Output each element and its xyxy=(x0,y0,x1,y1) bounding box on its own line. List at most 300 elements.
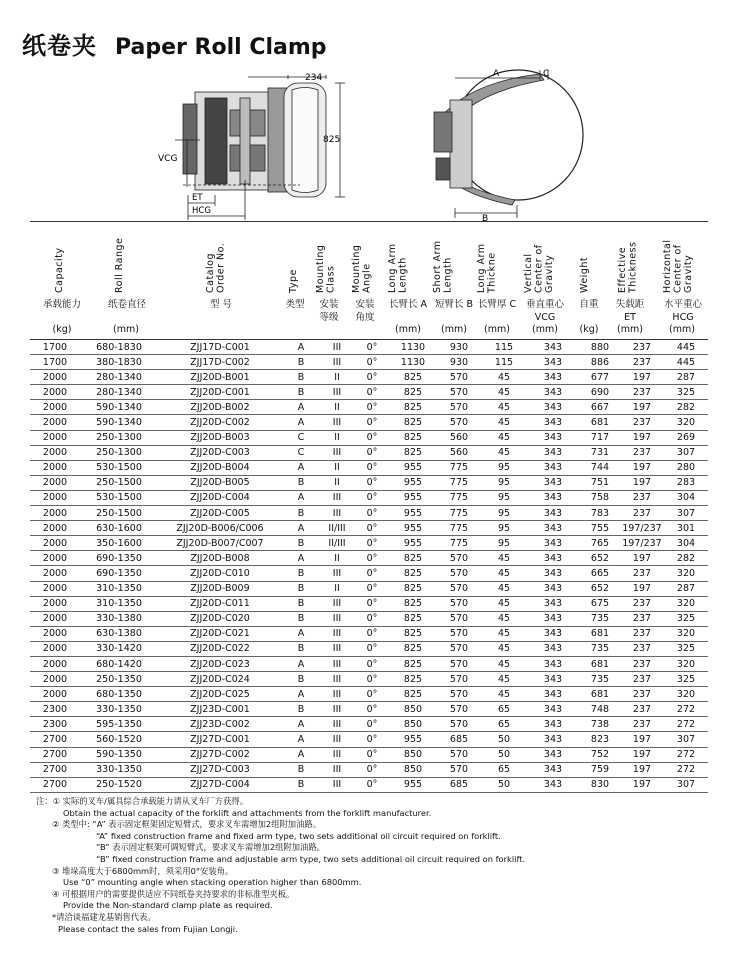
cell-long-arm-length: 825 xyxy=(390,672,436,687)
cell-type: A xyxy=(282,551,320,566)
cell-catalog-no: ZJJ20D-B008 xyxy=(158,551,282,566)
cell-roll-range: 250-1350 xyxy=(80,672,158,687)
cell-long-arm-thickness: 95 xyxy=(482,536,526,551)
cell-hcg: 307 xyxy=(664,506,708,521)
cell-catalog-no: ZJJ20D-C022 xyxy=(158,641,282,656)
cell-type: A xyxy=(282,747,320,762)
cell-mounting-class: II xyxy=(320,400,354,415)
note-line: “B” 表示固定框架可调短臂式，要求叉车需增加2组附加油路。 xyxy=(96,842,325,853)
cell-effective-thickness: 197 xyxy=(620,777,664,792)
cn-header-long-arm-thickness: 长臂厚 C xyxy=(477,299,517,310)
table-row xyxy=(30,415,708,430)
cell-long-arm-length: 955 xyxy=(390,732,436,747)
cell-weight: 665 xyxy=(580,566,620,581)
cell-hcg: 325 xyxy=(664,611,708,626)
dim-b-label: B xyxy=(482,214,489,224)
cell-long-arm-length: 825 xyxy=(390,370,436,385)
cell-long-arm-length: 825 xyxy=(390,656,436,671)
et-label: ET xyxy=(192,193,203,203)
cell-short-arm-length: 930 xyxy=(436,340,482,355)
cell-type: B xyxy=(282,506,320,521)
cell-long-arm-length: 955 xyxy=(390,460,436,475)
cell-mounting-class: II xyxy=(320,581,354,596)
cell-capacity: 2300 xyxy=(30,717,80,732)
cell-roll-range: 690-1350 xyxy=(80,551,158,566)
cell-long-arm-length: 825 xyxy=(390,385,436,400)
cell-mounting-angle: 0° xyxy=(354,536,390,551)
cell-hcg: 287 xyxy=(664,370,708,385)
table-row xyxy=(30,747,708,762)
cell-catalog-no: ZJJ27D-C001 xyxy=(158,732,282,747)
cell-vcg: 343 xyxy=(526,355,580,370)
cell-vcg: 343 xyxy=(526,626,580,641)
cell-short-arm-length: 570 xyxy=(436,596,482,611)
note-line: “B” fixed construction frame and adjustable arm type, two sets additional oil circuit required on forklift. xyxy=(96,853,526,864)
cell-effective-thickness: 197 xyxy=(620,732,664,747)
cell-mounting-class: III xyxy=(320,702,354,717)
cell-long-arm-length: 825 xyxy=(390,551,436,566)
note-line: Obtain the actual capacity of the forklift and attachments from the forklift manufacturer. xyxy=(63,807,432,818)
cell-vcg: 343 xyxy=(526,717,580,732)
cell-type: B xyxy=(282,672,320,687)
cell-catalog-no: ZJJ20D-C020 xyxy=(158,611,282,626)
cell-weight: 681 xyxy=(580,687,620,702)
cell-mounting-class: III xyxy=(320,596,354,611)
title-chinese: 纸卷夹 xyxy=(22,32,97,60)
cell-short-arm-length: 775 xyxy=(436,536,482,551)
cell-effective-thickness: 197 xyxy=(620,747,664,762)
cell-mounting-class: II xyxy=(320,430,354,445)
unit-weight: (kg) xyxy=(579,324,599,335)
cell-roll-range: 595-1350 xyxy=(80,717,158,732)
cell-capacity: 2700 xyxy=(30,762,80,777)
cell-effective-thickness: 197 xyxy=(620,581,664,596)
cell-roll-range: 590-1350 xyxy=(80,747,158,762)
table-row xyxy=(30,536,708,551)
cell-mounting-angle: 0° xyxy=(354,581,390,596)
cell-capacity: 2000 xyxy=(30,400,80,415)
cell-effective-thickness: 197 xyxy=(620,430,664,445)
cn-header-hcg: 水平重心 HCG xyxy=(663,299,702,323)
table-row xyxy=(30,596,708,611)
cell-mounting-angle: 0° xyxy=(354,777,390,792)
cell-mounting-class: II/III xyxy=(320,536,354,551)
cell-long-arm-thickness: 95 xyxy=(482,460,526,475)
cell-mounting-angle: 0° xyxy=(354,551,390,566)
cell-vcg: 343 xyxy=(526,536,580,551)
cell-effective-thickness: 237 xyxy=(620,641,664,656)
unit-capacity: (kg) xyxy=(52,324,72,335)
cell-vcg: 343 xyxy=(526,581,580,596)
cell-long-arm-thickness: 45 xyxy=(482,400,526,415)
cell-long-arm-length: 825 xyxy=(390,687,436,702)
cell-effective-thickness: 237 xyxy=(620,490,664,505)
cn-header-mounting-class: 安装 等级 xyxy=(319,299,339,323)
cell-mounting-class: III xyxy=(320,762,354,777)
cell-mounting-angle: 0° xyxy=(354,566,390,581)
cell-effective-thickness: 197 xyxy=(620,551,664,566)
cell-effective-thickness: 237 xyxy=(620,506,664,521)
cell-long-arm-length: 850 xyxy=(390,747,436,762)
cell-mounting-angle: 0° xyxy=(354,370,390,385)
cell-mounting-angle: 0° xyxy=(354,732,390,747)
cell-catalog-no: ZJJ27D-C003 xyxy=(158,762,282,777)
cell-capacity: 2000 xyxy=(30,672,80,687)
cell-catalog-no: ZJJ20D-B006/C006 xyxy=(158,521,282,536)
cell-long-arm-thickness: 95 xyxy=(482,475,526,490)
col-header-mounting-class: Mounting Class xyxy=(315,244,337,293)
cell-mounting-angle: 0° xyxy=(354,672,390,687)
note-line: 注：① 实际的叉车/属具综合承载能力请从叉车厂方获得。 xyxy=(36,796,248,806)
cell-long-arm-thickness: 95 xyxy=(482,521,526,536)
cell-long-arm-length: 825 xyxy=(390,445,436,460)
cell-mounting-class: III xyxy=(320,672,354,687)
cell-mounting-class: III xyxy=(320,611,354,626)
cell-catalog-no: ZJJ20D-C004 xyxy=(158,490,282,505)
cell-long-arm-thickness: 45 xyxy=(482,415,526,430)
cell-vcg: 343 xyxy=(526,430,580,445)
cell-mounting-class: III xyxy=(320,506,354,521)
cell-capacity: 2000 xyxy=(30,641,80,656)
cell-hcg: 287 xyxy=(664,581,708,596)
cell-catalog-no: ZJJ27D-C004 xyxy=(158,777,282,792)
cell-short-arm-length: 570 xyxy=(436,672,482,687)
cell-hcg: 325 xyxy=(664,672,708,687)
col-header-effective-thickness: Effective Thickness xyxy=(617,241,639,293)
cn-header-short-arm-length: 短臂长 B xyxy=(434,299,474,310)
table-row xyxy=(30,355,708,370)
cell-catalog-no: ZJJ20D-C025 xyxy=(158,687,282,702)
cell-short-arm-length: 775 xyxy=(436,506,482,521)
cell-roll-range: 250-1300 xyxy=(80,430,158,445)
cell-vcg: 343 xyxy=(526,460,580,475)
cell-catalog-no: ZJJ20D-C023 xyxy=(158,656,282,671)
cell-mounting-angle: 0° xyxy=(354,687,390,702)
cell-vcg: 343 xyxy=(526,475,580,490)
cell-short-arm-length: 570 xyxy=(436,415,482,430)
cell-mounting-class: III xyxy=(320,340,354,355)
cell-hcg: 282 xyxy=(664,400,708,415)
col-header-capacity: Capacity xyxy=(54,247,65,293)
cell-catalog-no: ZJJ20D-C003 xyxy=(158,445,282,460)
cell-long-arm-thickness: 50 xyxy=(482,747,526,762)
title-english: Paper Roll Clamp xyxy=(115,35,327,60)
cell-weight: 748 xyxy=(580,702,620,717)
cell-short-arm-length: 570 xyxy=(436,656,482,671)
cell-long-arm-length: 825 xyxy=(390,641,436,656)
cell-type: A xyxy=(282,717,320,732)
unit-hcg: (mm) xyxy=(669,324,695,335)
table-row xyxy=(30,430,708,445)
cell-roll-range: 680-1420 xyxy=(80,656,158,671)
cell-long-arm-length: 825 xyxy=(390,611,436,626)
cell-hcg: 445 xyxy=(664,355,708,370)
cell-capacity: 1700 xyxy=(30,355,80,370)
cell-vcg: 343 xyxy=(526,385,580,400)
cell-short-arm-length: 570 xyxy=(436,641,482,656)
cell-weight: 759 xyxy=(580,762,620,777)
cell-weight: 752 xyxy=(580,747,620,762)
cell-mounting-angle: 0° xyxy=(354,400,390,415)
table-row xyxy=(30,641,708,656)
cell-capacity: 2000 xyxy=(30,551,80,566)
cell-mounting-angle: 0° xyxy=(354,641,390,656)
cell-long-arm-thickness: 45 xyxy=(482,566,526,581)
cell-hcg: 320 xyxy=(664,656,708,671)
cell-weight: 758 xyxy=(580,490,620,505)
cell-vcg: 343 xyxy=(526,490,580,505)
cell-roll-range: 280-1340 xyxy=(80,385,158,400)
cell-effective-thickness: 237 xyxy=(620,611,664,626)
cell-type: A xyxy=(282,490,320,505)
cell-weight: 675 xyxy=(580,596,620,611)
cell-hcg: 272 xyxy=(664,702,708,717)
cn-header-weight: 自重 xyxy=(579,299,599,310)
page-title xyxy=(22,26,327,61)
cell-type: A xyxy=(282,400,320,415)
cell-short-arm-length: 570 xyxy=(436,566,482,581)
cell-long-arm-length: 825 xyxy=(390,400,436,415)
cell-roll-range: 330-1380 xyxy=(80,611,158,626)
cell-long-arm-thickness: 95 xyxy=(482,506,526,521)
cell-catalog-no: ZJJ20D-B009 xyxy=(158,581,282,596)
cell-mounting-angle: 0° xyxy=(354,415,390,430)
col-header-vcg: Vertical Center of Gravity xyxy=(523,244,555,293)
cell-capacity: 2700 xyxy=(30,747,80,762)
cell-hcg: 307 xyxy=(664,445,708,460)
col-header-roll-range: Roll Range xyxy=(114,237,125,293)
cell-mounting-class: III xyxy=(320,641,354,656)
cell-long-arm-thickness: 65 xyxy=(482,717,526,732)
cell-long-arm-length: 955 xyxy=(390,777,436,792)
cell-long-arm-length: 955 xyxy=(390,536,436,551)
unit-effective-thickness: (mm) xyxy=(617,324,643,335)
cell-weight: 717 xyxy=(580,430,620,445)
cell-hcg: 320 xyxy=(664,687,708,702)
table-row xyxy=(30,445,708,460)
cell-capacity: 2000 xyxy=(30,521,80,536)
cell-hcg: 304 xyxy=(664,536,708,551)
cell-long-arm-thickness: 45 xyxy=(482,370,526,385)
cell-catalog-no: ZJJ17D-C002 xyxy=(158,355,282,370)
cell-short-arm-length: 775 xyxy=(436,490,482,505)
cell-capacity: 2000 xyxy=(30,460,80,475)
cell-long-arm-length: 825 xyxy=(390,581,436,596)
cell-vcg: 343 xyxy=(526,747,580,762)
cell-roll-range: 380-1830 xyxy=(80,355,158,370)
cell-capacity: 2000 xyxy=(30,656,80,671)
cell-catalog-no: ZJJ20D-C021 xyxy=(158,626,282,641)
cell-type: B xyxy=(282,596,320,611)
table-row xyxy=(30,385,708,400)
cell-roll-range: 310-1350 xyxy=(80,596,158,611)
cell-long-arm-length: 825 xyxy=(390,596,436,611)
cell-long-arm-length: 955 xyxy=(390,521,436,536)
cell-long-arm-thickness: 95 xyxy=(482,490,526,505)
table-row xyxy=(30,521,708,536)
cell-type: B xyxy=(282,355,320,370)
cell-catalog-no: ZJJ20D-C002 xyxy=(158,415,282,430)
col-header-mounting-angle: Mounting Angle xyxy=(351,244,373,293)
cell-capacity: 2000 xyxy=(30,475,80,490)
cell-roll-range: 330-1350 xyxy=(80,702,158,717)
unit-long-arm-thickness: (mm) xyxy=(484,324,510,335)
cell-short-arm-length: 570 xyxy=(436,762,482,777)
table-row xyxy=(30,717,708,732)
cell-hcg: 320 xyxy=(664,415,708,430)
cell-type: A xyxy=(282,687,320,702)
cell-roll-range: 530-1500 xyxy=(80,460,158,475)
cell-short-arm-length: 570 xyxy=(436,687,482,702)
cell-vcg: 343 xyxy=(526,762,580,777)
cell-long-arm-length: 955 xyxy=(390,490,436,505)
header-top-rule xyxy=(30,221,708,222)
cell-roll-range: 310-1350 xyxy=(80,581,158,596)
vcg-label: VCG xyxy=(158,154,178,164)
cell-effective-thickness: 197 xyxy=(620,460,664,475)
dim-a-label: A xyxy=(493,69,500,79)
cell-mounting-angle: 0° xyxy=(354,611,390,626)
cell-catalog-no: ZJJ20D-C011 xyxy=(158,596,282,611)
table-row xyxy=(30,581,708,596)
cell-type: B xyxy=(282,370,320,385)
cell-vcg: 343 xyxy=(526,656,580,671)
cell-long-arm-length: 850 xyxy=(390,702,436,717)
cell-mounting-angle: 0° xyxy=(354,355,390,370)
cell-long-arm-thickness: 65 xyxy=(482,762,526,777)
cell-type: C xyxy=(282,445,320,460)
cell-long-arm-length: 850 xyxy=(390,717,436,732)
table-row xyxy=(30,400,708,415)
cell-vcg: 343 xyxy=(526,400,580,415)
cell-hcg: 325 xyxy=(664,641,708,656)
cell-mounting-angle: 0° xyxy=(354,460,390,475)
cell-vcg: 343 xyxy=(526,596,580,611)
table-row xyxy=(30,490,708,505)
cell-effective-thickness: 237 xyxy=(620,687,664,702)
cell-roll-range: 330-1420 xyxy=(80,641,158,656)
col-header-long-arm-length: Long Arm Length xyxy=(387,243,409,293)
col-header-long-arm-thickness: Long Arm Thickne xyxy=(476,243,498,293)
cn-header-roll-range: 纸卷直径 xyxy=(107,299,146,310)
cell-type: A xyxy=(282,732,320,747)
cn-header-mounting-angle: 安装 角度 xyxy=(355,299,375,323)
cell-long-arm-thickness: 45 xyxy=(482,626,526,641)
cell-short-arm-length: 930 xyxy=(436,355,482,370)
cell-mounting-class: II xyxy=(320,475,354,490)
cell-roll-range: 250-1500 xyxy=(80,475,158,490)
cell-type: A xyxy=(282,340,320,355)
cell-type: A xyxy=(282,521,320,536)
cell-effective-thickness: 237 xyxy=(620,566,664,581)
table-row xyxy=(30,672,708,687)
cell-hcg: 283 xyxy=(664,475,708,490)
cell-short-arm-length: 570 xyxy=(436,400,482,415)
cell-mounting-class: III xyxy=(320,732,354,747)
cell-hcg: 325 xyxy=(664,385,708,400)
cell-mounting-class: III xyxy=(320,656,354,671)
cell-long-arm-length: 955 xyxy=(390,506,436,521)
cell-mounting-class: II xyxy=(320,551,354,566)
cell-mounting-class: III xyxy=(320,355,354,370)
cell-type: B xyxy=(282,762,320,777)
cell-effective-thickness: 237 xyxy=(620,596,664,611)
cell-hcg: 272 xyxy=(664,747,708,762)
cell-vcg: 343 xyxy=(526,521,580,536)
cell-short-arm-length: 570 xyxy=(436,385,482,400)
cell-capacity: 2000 xyxy=(30,506,80,521)
cell-weight: 738 xyxy=(580,717,620,732)
cell-mounting-class: III xyxy=(320,717,354,732)
dim-width-label: 234 xyxy=(305,73,323,83)
cell-vcg: 343 xyxy=(526,732,580,747)
cell-long-arm-thickness: 50 xyxy=(482,777,526,792)
cell-effective-thickness: 237 xyxy=(620,415,664,430)
cell-catalog-no: ZJJ20D-C024 xyxy=(158,672,282,687)
cell-vcg: 343 xyxy=(526,506,580,521)
cell-weight: 765 xyxy=(580,536,620,551)
cell-weight: 652 xyxy=(580,551,620,566)
cell-short-arm-length: 570 xyxy=(436,626,482,641)
cell-weight: 731 xyxy=(580,445,620,460)
cell-mounting-angle: 0° xyxy=(354,626,390,641)
cell-roll-range: 250-1500 xyxy=(80,506,158,521)
cell-mounting-angle: 0° xyxy=(354,747,390,762)
cell-long-arm-length: 850 xyxy=(390,762,436,777)
cell-catalog-no: ZJJ17D-C001 xyxy=(158,340,282,355)
cell-vcg: 343 xyxy=(526,611,580,626)
cell-short-arm-length: 570 xyxy=(436,611,482,626)
cell-catalog-no: ZJJ23D-C001 xyxy=(158,702,282,717)
cell-short-arm-length: 570 xyxy=(436,717,482,732)
col-header-short-arm-length: Short Arm Length xyxy=(432,240,454,293)
cell-hcg: 304 xyxy=(664,490,708,505)
cell-type: B xyxy=(282,566,320,581)
cell-catalog-no: ZJJ20D-B002 xyxy=(158,400,282,415)
cell-long-arm-thickness: 45 xyxy=(482,687,526,702)
table-row xyxy=(30,732,708,747)
cell-catalog-no: ZJJ20D-C005 xyxy=(158,506,282,521)
note-line: *请洽谈福建龙基销售代表。 xyxy=(52,911,156,922)
table-row xyxy=(30,762,708,777)
cell-capacity: 2000 xyxy=(30,581,80,596)
cell-weight: 830 xyxy=(580,777,620,792)
hcg-label: HCG xyxy=(192,206,211,216)
note-line: Provide the Non-standard clamp plate as required. xyxy=(63,900,273,911)
spec-table xyxy=(30,339,708,793)
cell-long-arm-thickness: 45 xyxy=(482,385,526,400)
cell-short-arm-length: 685 xyxy=(436,732,482,747)
cell-mounting-angle: 0° xyxy=(354,430,390,445)
cell-mounting-class: II xyxy=(320,370,354,385)
cell-mounting-class: III xyxy=(320,566,354,581)
cell-catalog-no: ZJJ27D-C002 xyxy=(158,747,282,762)
cell-hcg: 320 xyxy=(664,626,708,641)
note-line: ② 类型中: “A” 表示固定框架固定短臂式，要求叉车需增加2组附加油路。 xyxy=(52,819,321,830)
cell-type: A xyxy=(282,656,320,671)
cell-long-arm-length: 825 xyxy=(390,566,436,581)
table-row xyxy=(30,777,708,792)
unit-roll-range: (mm) xyxy=(113,324,139,335)
col-header-hcg: Horizontal Center of Gravity xyxy=(662,239,694,293)
table-row xyxy=(30,702,708,717)
cell-weight: 886 xyxy=(580,355,620,370)
cell-weight: 751 xyxy=(580,475,620,490)
cell-vcg: 343 xyxy=(526,702,580,717)
cell-capacity: 2000 xyxy=(30,536,80,551)
cell-capacity: 2000 xyxy=(30,445,80,460)
cell-capacity: 2000 xyxy=(30,626,80,641)
